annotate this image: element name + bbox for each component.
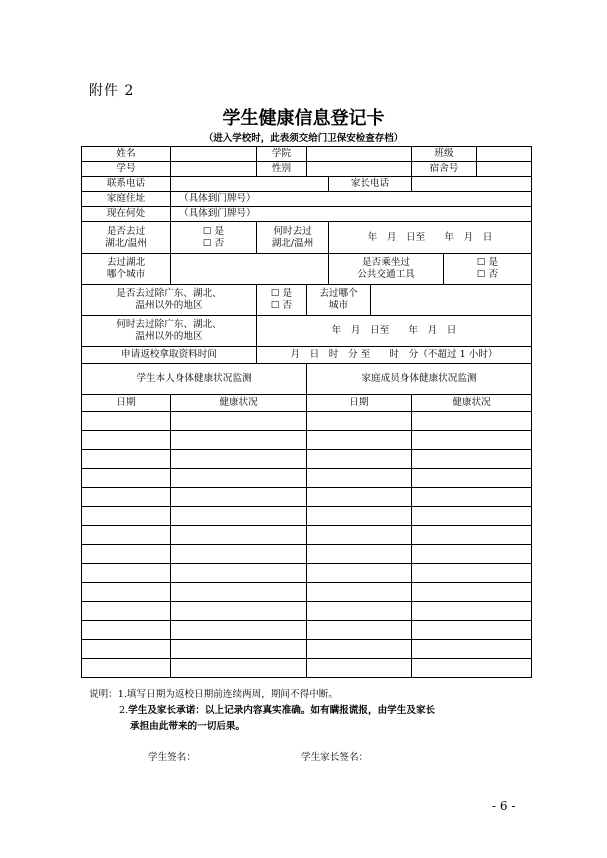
student-health-cell[interactable] [171, 412, 307, 431]
health-log-row [82, 659, 532, 678]
family-date-cell[interactable] [307, 602, 412, 621]
family-date-cell[interactable] [307, 583, 412, 602]
family-health-cell[interactable] [412, 507, 532, 526]
student-health-cell[interactable] [171, 450, 307, 469]
student-health-cell[interactable] [171, 583, 307, 602]
label-home-address: 家庭住址 [82, 192, 171, 207]
student-date-cell[interactable] [82, 469, 171, 488]
label-parent-phone: 家长电话 [329, 177, 412, 192]
registration-form [81, 146, 532, 678]
header-student-health: 健康状况 [171, 395, 307, 412]
health-log-row [82, 507, 532, 526]
checkbox-transport-no[interactable]: ☐ 否 [476, 269, 499, 280]
checkbox-hubei-yes[interactable]: ☐ 是 [202, 225, 225, 237]
parent-signature-label: 学生家长签名： [301, 752, 369, 763]
student-date-cell[interactable] [82, 545, 171, 564]
student-health-cell[interactable] [171, 621, 307, 640]
label-other-city-line2: 城市 [328, 300, 349, 311]
student-date-cell[interactable] [82, 659, 171, 678]
field-name[interactable] [171, 147, 257, 162]
row-column-headers [82, 395, 532, 412]
student-date-cell[interactable] [82, 583, 171, 602]
student-health-cell[interactable] [171, 545, 307, 564]
page-number: - 6 - [492, 799, 516, 813]
health-log-row [82, 583, 532, 602]
field-class[interactable] [477, 147, 532, 162]
family-health-cell[interactable] [412, 431, 532, 450]
family-date-cell[interactable] [307, 564, 412, 583]
field-when-other-dates[interactable]: 年 月 日至 年 月 日 [257, 316, 532, 347]
family-health-cell[interactable] [412, 545, 532, 564]
label-been-hubei-line1: 是否去过 [106, 225, 146, 237]
family-date-cell[interactable] [307, 469, 412, 488]
family-date-cell[interactable] [307, 621, 412, 640]
field-phone[interactable] [171, 177, 329, 192]
note-2 [89, 703, 435, 719]
student-date-cell[interactable] [82, 564, 171, 583]
label-which-city-line1: 去过湖北 [106, 257, 146, 268]
family-health-cell[interactable] [412, 659, 532, 678]
health-log-row [82, 469, 532, 488]
row-monitor-headers [82, 364, 532, 395]
family-health-cell[interactable] [412, 602, 532, 621]
health-log-body [82, 412, 532, 678]
health-log-row [82, 450, 532, 469]
student-date-cell[interactable] [82, 640, 171, 659]
page-subtitle: （进入学校时，此表须交给门卫保安检查存档） [203, 133, 404, 144]
header-family-health: 健康状况 [412, 395, 532, 412]
health-log-row [82, 564, 532, 583]
family-health-cell[interactable] [412, 564, 532, 583]
family-health-cell[interactable] [412, 526, 532, 545]
checkbox-other-region-yes[interactable]: ☐ 是 [270, 288, 293, 299]
family-health-cell[interactable] [412, 469, 532, 488]
field-when-hubei-dates[interactable]: 年 月 日至 年 月 日 [329, 222, 532, 254]
label-public-transport-line2: 公共交通工具 [357, 269, 415, 280]
label-which-city-line2: 哪个城市 [106, 269, 146, 280]
label-other-city [307, 285, 371, 316]
family-date-cell[interactable] [307, 431, 412, 450]
label-class: 班级 [412, 147, 477, 162]
checkbox-other-region-no[interactable]: ☐ 否 [270, 300, 293, 311]
label-when-hubei [257, 222, 329, 254]
header-student-date: 日期 [82, 395, 171, 412]
public-transport-options [444, 254, 532, 285]
label-when-other [82, 316, 257, 347]
field-college[interactable] [307, 147, 412, 162]
row-been-hubei [82, 222, 532, 254]
student-date-cell[interactable] [82, 431, 171, 450]
row-which-city [82, 254, 532, 285]
student-date-cell[interactable] [82, 621, 171, 640]
family-health-cell[interactable] [412, 583, 532, 602]
student-health-cell[interactable] [171, 659, 307, 678]
label-when-other-line2: 温州以外的地区 [135, 331, 203, 342]
student-date-cell[interactable] [82, 526, 171, 545]
checkbox-transport-yes[interactable]: ☐ 是 [476, 257, 499, 268]
student-signature-label: 学生签名： [148, 752, 196, 763]
label-other-city-line1: 去过哪个 [319, 288, 358, 299]
student-date-cell[interactable] [82, 412, 171, 431]
label-other-region-line2: 温州以外的地区 [135, 300, 203, 311]
label-phone: 联系电话 [82, 177, 171, 192]
field-gender[interactable] [307, 162, 412, 177]
field-current-address[interactable]: （具体到门牌号） [171, 207, 532, 222]
student-health-cell[interactable] [171, 488, 307, 507]
family-date-cell[interactable] [307, 412, 412, 431]
row-current-address [82, 207, 532, 222]
row-phone [82, 177, 532, 192]
student-health-cell[interactable] [171, 526, 307, 545]
label-been-hubei [82, 222, 171, 254]
student-date-cell[interactable] [82, 507, 171, 526]
note-3: 承担由此带来的一切后果。 [130, 721, 246, 732]
family-date-cell[interactable] [307, 450, 412, 469]
row-when-other [82, 316, 532, 347]
family-date-cell[interactable] [307, 526, 412, 545]
label-when-hubei-line1: 何时去过 [273, 225, 312, 237]
row-home-address [82, 192, 532, 207]
label-other-region [82, 285, 257, 316]
student-health-cell[interactable] [171, 507, 307, 526]
field-parent-phone[interactable] [412, 177, 532, 192]
student-date-cell[interactable] [82, 602, 171, 621]
health-log-row [82, 526, 532, 545]
been-hubei-options [171, 222, 257, 254]
label-college: 学院 [257, 147, 307, 162]
health-log-row [82, 545, 532, 564]
field-which-city[interactable] [171, 254, 329, 285]
label-when-other-line1: 何时去过除广东、湖北、 [116, 319, 222, 330]
label-apply-return: 申请返校拿取资料时间 [82, 347, 257, 364]
student-health-cell[interactable] [171, 640, 307, 659]
family-health-cell[interactable] [412, 621, 532, 640]
header-student-monitor: 学生本人身体健康状况监测 [82, 364, 307, 395]
notes [89, 687, 435, 735]
note-2-number: 2. [119, 705, 129, 716]
family-health-cell[interactable] [412, 450, 532, 469]
label-public-transport-line1: 是否乘坐过 [362, 257, 410, 268]
row-apply-return [82, 347, 532, 364]
health-log-row [82, 621, 532, 640]
field-home-address[interactable]: （具体到门牌号） [171, 192, 532, 207]
note-1: 说明：1.填写日期为返校日期前连续两周，期间不得中断。 [89, 689, 338, 700]
student-date-cell[interactable] [82, 450, 171, 469]
field-other-city[interactable] [371, 285, 532, 316]
note-2-text: 学生及家长承诺：以上记录内容真实准确。如有瞒报谎报，由学生及家长 [128, 705, 436, 716]
label-current-address: 现在何处 [82, 207, 171, 222]
family-health-cell[interactable] [412, 488, 532, 507]
label-when-hubei-line2: 湖北/温州 [271, 237, 314, 249]
label-name: 姓名 [82, 147, 171, 162]
health-log-row [82, 640, 532, 659]
header-family-monitor: 家庭成员身体健康状况监测 [307, 364, 532, 395]
family-date-cell[interactable] [307, 507, 412, 526]
row-student-id [82, 162, 532, 177]
label-dorm: 宿舍号 [412, 162, 477, 177]
health-log-row [82, 412, 532, 431]
family-date-cell[interactable] [307, 640, 412, 659]
field-student-id[interactable] [171, 162, 257, 177]
field-dorm[interactable] [477, 162, 532, 177]
health-log-row [82, 431, 532, 450]
label-other-region-line1: 是否去过除广东、湖北、 [116, 288, 222, 299]
student-date-cell[interactable] [82, 488, 171, 507]
family-health-cell[interactable] [412, 640, 532, 659]
student-health-cell[interactable] [171, 564, 307, 583]
label-student-id: 学号 [82, 162, 171, 177]
header-family-date: 日期 [307, 395, 412, 412]
family-date-cell[interactable] [307, 545, 412, 564]
label-public-transport [329, 254, 444, 285]
family-health-cell[interactable] [412, 412, 532, 431]
field-apply-return-time[interactable]: 月 日 时 分 至 时 分（不超过 1 小时） [257, 347, 532, 364]
student-health-cell[interactable] [171, 602, 307, 621]
student-health-cell[interactable] [171, 431, 307, 450]
health-log-row [82, 602, 532, 621]
student-health-cell[interactable] [171, 469, 307, 488]
other-region-options [257, 285, 307, 316]
family-date-cell[interactable] [307, 659, 412, 678]
row-other-region [82, 285, 532, 316]
label-which-city [82, 254, 171, 285]
label-gender: 性别 [257, 162, 307, 177]
page-title: 学生健康信息登记卡 [222, 108, 385, 129]
family-date-cell[interactable] [307, 488, 412, 507]
label-been-hubei-line2: 湖北/温州 [105, 237, 147, 249]
row-name [82, 147, 532, 162]
attachment-label: 附件 2 [89, 83, 135, 99]
health-log-row [82, 488, 532, 507]
checkbox-hubei-no[interactable]: ☐ 否 [202, 237, 225, 249]
